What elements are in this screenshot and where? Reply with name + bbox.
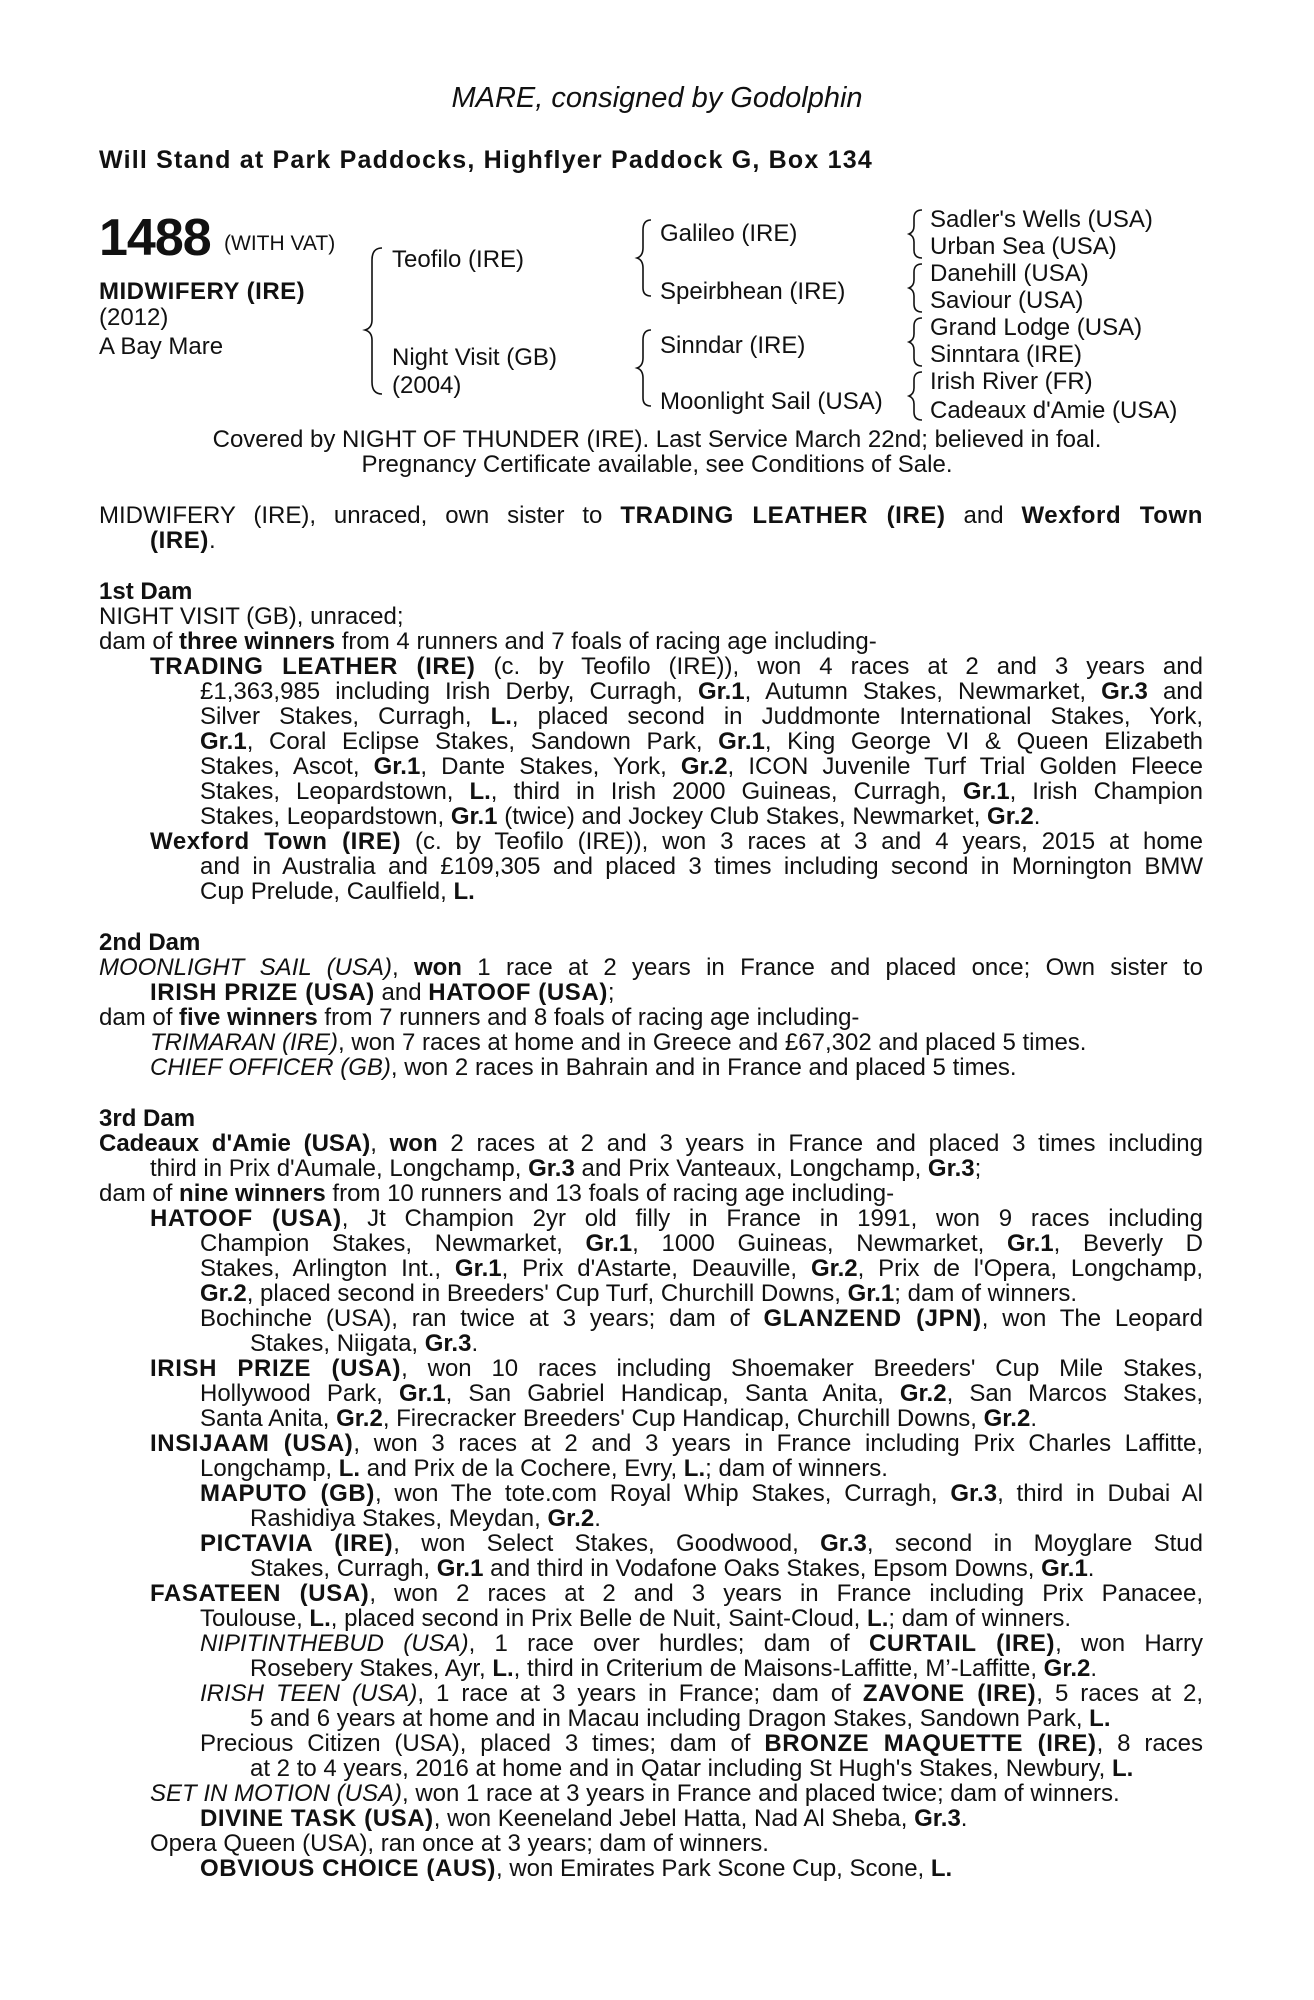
text-line: Santa Anita, Gr.2, Firecracker Breeders' Cup Handicap, Churchill Downs, Gr.2. (200, 1405, 1037, 1432)
text-line: DIVINE TASK (USA), won Keeneland Jebel Hatta, Nad Al Sheba, Gr.3. (200, 1805, 968, 1832)
text-line: Gr.2, placed second in Breeders' Cup Turf, Churchill Downs, Gr.1; dam of winners. (200, 1280, 1078, 1307)
horse-name: MIDWIFERY (IRE) (99, 278, 306, 305)
lot-number: 1488 (99, 209, 211, 267)
sire-sire-sire: Sadler's Wells (USA) (930, 206, 1153, 233)
sire-dam: Speirbhean (IRE) (660, 278, 846, 305)
brace-dam (637, 330, 651, 406)
covered-line: Covered by NIGHT OF THUNDER (IRE). Last Service March 22nd; believed in foal. (212, 426, 1102, 453)
text-line: dam of three winners from 4 runners and 7 foals of racing age including- (99, 628, 877, 655)
text-line: MIDWIFERY (IRE), unraced, own sister to TRADING LEATHER (IRE) and Wexford Town (99, 502, 1203, 529)
text-line: FASATEEN (USA), won 2 races at 2 and 3 years in France including Prix Panacee, (150, 1580, 1203, 1607)
text-line: OBVIOUS CHOICE (AUS), won Emirates Park Scone Cup, Scone, L. (200, 1855, 953, 1882)
text-line: TRIMARAN (IRE), won 7 races at home and in Greece and £67,302 and placed 5 times. (150, 1029, 1087, 1056)
text-line: CHIEF OFFICER (GB), won 2 races in Bahrain and in France and placed 5 times. (150, 1054, 1017, 1081)
dam-sire-sire: Grand Lodge (USA) (930, 314, 1143, 341)
sire: Teofilo (IRE) (392, 246, 525, 273)
text-line: MAPUTO (GB), won The tote.com Royal Whip Stakes, Curragh, Gr.3, third in Dubai Al (200, 1480, 1203, 1507)
section-heading: 3rd Dam (99, 1105, 196, 1132)
text-line: (IRE). (150, 527, 216, 554)
text-line: IRISH PRIZE (USA) and HATOOF (USA); (150, 979, 615, 1006)
text-line: Cup Prelude, Caulfield, L. (200, 878, 475, 905)
text-line: Toulouse, L., placed second in Prix Belle de Nuit, Saint-Cloud, L.; dam of winners. (200, 1605, 1072, 1632)
brace-ss (909, 210, 922, 258)
section-heading: 2nd Dam (99, 929, 201, 956)
text-line: Stakes, Ascot, Gr.1, Dante Stakes, York, Gr.2, ICON Juvenile Turf Trial Golden Fleece (200, 753, 1203, 780)
dam-sire: Sinndar (IRE) (660, 332, 806, 359)
dam-year: (2004) (392, 372, 462, 399)
brace-sire (637, 220, 651, 296)
text-line: Champion Stakes, Newmarket, Gr.1, 1000 Guineas, Newmarket, Gr.1, Beverly D (200, 1230, 1204, 1257)
text-line: HATOOF (USA), Jt Champion 2yr old filly in France in 1991, won 9 races including (150, 1205, 1203, 1232)
text-line: Hollywood Park, Gr.1, San Gabriel Handicap, Santa Anita, Gr.2, San Marcos Stakes, (200, 1380, 1203, 1407)
pregnancy-line: Pregnancy Certificate available, see Conditions of Sale. (361, 451, 953, 478)
dam: Night Visit (GB) (392, 344, 557, 371)
text-line: Opera Queen (USA), ran once at 3 years; dam of winners. (150, 1830, 769, 1857)
sire-dam-sire: Danehill (USA) (930, 260, 1089, 287)
page-title: MARE, consigned by Godolphin (451, 82, 863, 114)
brace-ds (909, 318, 922, 366)
text-line: Wexford Town (IRE) (c. by Teofilo (IRE)), won 3 races at 3 and 4 years, 2015 at home (150, 828, 1204, 855)
text-line: Rashidiya Stakes, Meydan, Gr.2. (250, 1505, 601, 1532)
text-line: Gr.1, Coral Eclipse Stakes, Sandown Park, Gr.1, King George VI & Queen Elizabeth (200, 728, 1204, 755)
text-line: 5 and 6 years at home and in Macau including Dragon Stakes, Sandown Park, L. (250, 1705, 1111, 1732)
text-line: dam of nine winners from 10 runners and 13 foals of racing age including- (99, 1180, 895, 1207)
text-line: dam of five winners from 7 runners and 8 foals of racing age including- (99, 1004, 860, 1031)
text-line: Cadeaux d'Amie (USA), won 2 races at 2 and 3 years in France and placed 3 times including (99, 1130, 1203, 1157)
dam-dam-dam: Cadeaux d'Amie (USA) (930, 397, 1178, 424)
text-line: Stakes, Leopardstown, Gr.1 (twice) and Jockey Club Stakes, Newmarket, Gr.2. (200, 803, 1041, 830)
text-line: at 2 to 4 years, 2016 at home and in Qatar including St Hugh's Stakes, Newbury, L. (250, 1755, 1134, 1782)
text-line: Stakes, Arlington Int., Gr.1, Prix d'Astarte, Deauville, Gr.2, Prix de l'Opera, Longchamp, (200, 1255, 1204, 1282)
text-line: INSIJAAM (USA), won 3 races at 2 and 3 years in France including Prix Charles Laffitte, (150, 1430, 1204, 1457)
text-line: Stakes, Leopardstown, L., third in Irish 2000 Guineas, Curragh, Gr.1, Irish Champion (200, 778, 1204, 805)
brace-sd (909, 264, 922, 312)
text-line: Stakes, Curragh, Gr.1 and third in Vodafone Oaks Stakes, Epsom Downs, Gr.1. (250, 1555, 1095, 1582)
sire-dam-dam: Saviour (USA) (930, 287, 1084, 314)
dam-dam: Moonlight Sail (USA) (660, 388, 883, 415)
text-line: Bochinche (USA), ran twice at 3 years; dam of GLANZEND (JPN), won The Leopard (200, 1305, 1203, 1332)
text-line: PICTAVIA (IRE), won Select Stakes, Goodwood, Gr.3, second in Moyglare Stud (200, 1530, 1203, 1557)
text-line: and in Australia and £109,305 and placed 3 times including second in Mornington BMW (200, 853, 1203, 880)
dam-dam-sire: Irish River (FR) (930, 368, 1093, 395)
brace-main (365, 248, 382, 394)
location-line: Will Stand at Park Paddocks, Highflyer Paddock G, Box 134 (99, 146, 873, 174)
vat-label: (WITH VAT) (224, 232, 336, 255)
sire-sire: Galileo (IRE) (660, 220, 798, 247)
text-line: NIGHT VISIT (GB), unraced; (99, 603, 404, 630)
text-line: third in Prix d'Aumale, Longchamp, Gr.3 and Prix Vanteaux, Longchamp, Gr.3; (150, 1155, 982, 1182)
text-line: Precious Citizen (USA), placed 3 times; dam of BRONZE MAQUETTE (IRE), 8 races (200, 1730, 1204, 1757)
text-line: IRISH TEEN (USA), 1 race at 3 years in France; dam of ZAVONE (IRE), 5 races at 2, (200, 1680, 1204, 1707)
text-line: Rosebery Stakes, Ayr, L., third in Criterium de Maisons-Laffitte, M’-Laffitte, Gr.2. (250, 1655, 1098, 1682)
dam-sire-dam: Sinntara (IRE) (930, 341, 1083, 368)
section-heading: 1st Dam (99, 578, 193, 605)
text-line: Stakes, Niigata, Gr.3. (250, 1330, 479, 1357)
sire-sire-dam: Urban Sea (USA) (930, 233, 1117, 260)
text-line: SET IN MOTION (USA), won 1 race at 3 years in France and placed twice; dam of winners. (150, 1780, 1120, 1807)
horse-description: A Bay Mare (99, 333, 224, 360)
text-line: £1,363,985 including Irish Derby, Curragh, Gr.1, Autumn Stakes, Newmarket, Gr.3 and (200, 678, 1203, 705)
horse-year: (2012) (99, 304, 169, 331)
text-line: Silver Stakes, Curragh, L., placed second in Juddmonte International Stakes, York, (200, 703, 1203, 730)
text-line: Longchamp, L. and Prix de la Cochere, Evry, L.; dam of winners. (200, 1455, 888, 1482)
text-line: TRADING LEATHER (IRE) (c. by Teofilo (IRE)), won 4 races at 2 and 3 years and (150, 653, 1203, 680)
text-line: IRISH PRIZE (USA), won 10 races including Shoemaker Breeders' Cup Mile Stakes, (150, 1355, 1203, 1382)
brace-dd (909, 372, 922, 420)
text-line: NIPITINTHEBUD (USA), 1 race over hurdles; dam of CURTAIL (IRE), won Harry (200, 1630, 1204, 1657)
text-line: MOONLIGHT SAIL (USA), won 1 race at 2 years in France and placed once; Own sister to (99, 954, 1204, 981)
